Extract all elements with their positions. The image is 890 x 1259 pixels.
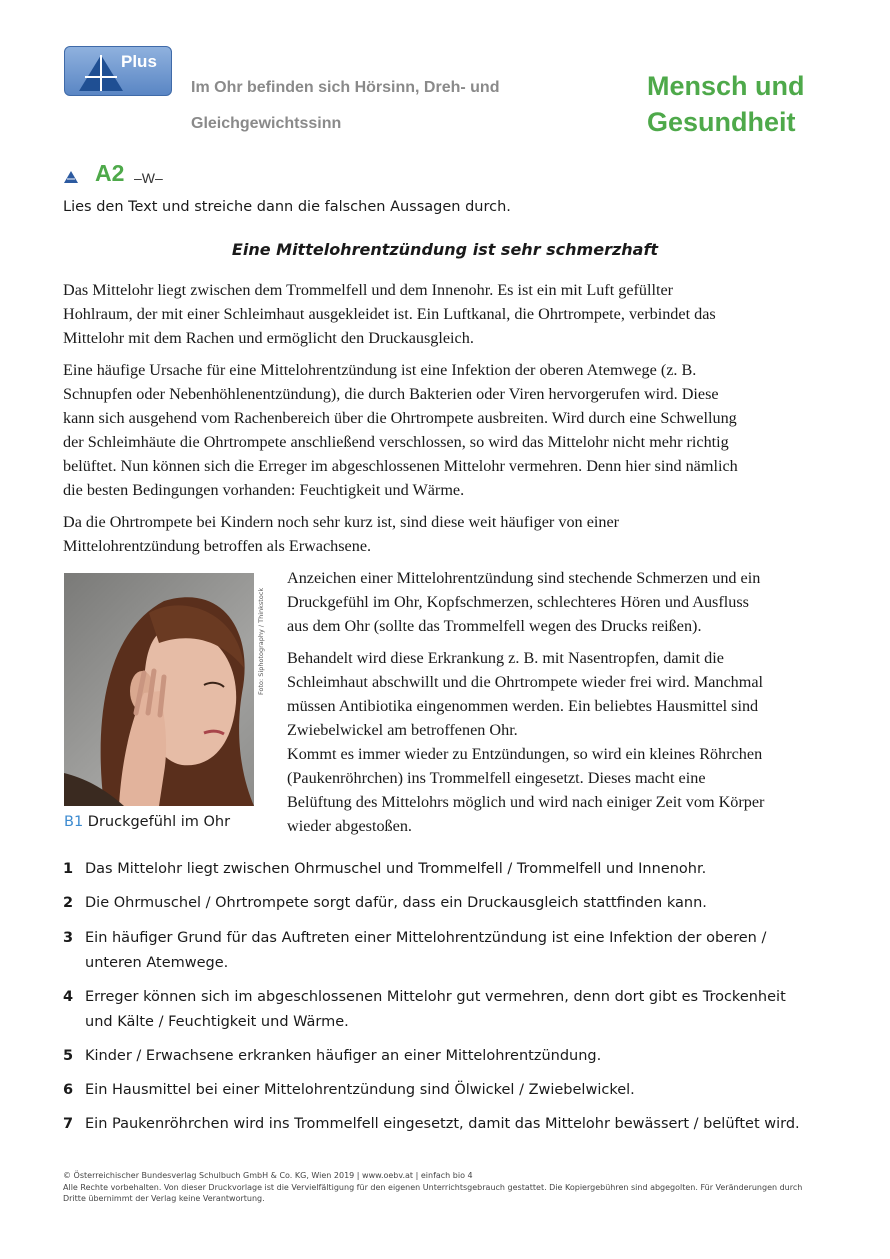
paragraph-4 xyxy=(287,566,827,638)
figure-caption-text: Druckgefühl im Ohr xyxy=(87,814,231,830)
plus-logo xyxy=(64,46,172,96)
subject-line2: Gesundheit xyxy=(647,107,796,137)
text-line: Schleimhaut abschwillt und die Ohrtrompete wieder frei wird. Manchmal xyxy=(287,673,764,691)
text-line: Belüftung des Mittelohrs möglich und wird nach einiger Zeit vom Körper xyxy=(287,793,765,811)
footer-line: © Österreichischer Bundesverlag Schulbuch GmbH & Co. KG, Wien 2019 | www.oebv.at | einfach bio 4 xyxy=(63,1171,473,1180)
text-line: Da die Ohrtrompete bei Kindern noch sehr kurz ist, sind diese weit häufiger von einer xyxy=(63,513,620,531)
paragraph-3 xyxy=(63,510,823,558)
text-line: (Paukenröhrchen) ins Trommelfell eingesetzt. Dieses macht eine xyxy=(287,769,706,787)
statement-number: 2 xyxy=(63,895,74,911)
text-line: kann sich ausgehend vom Rachenbereich über die Ohrtrompete ausbreiten. Wird durch eine Schwellung xyxy=(63,409,737,427)
statement-number: 3 xyxy=(63,930,74,946)
header-subtitle-line2: Gleichgewichtssinn xyxy=(191,115,342,132)
statement-text: Ein Paukenröhrchen wird ins Trommelfell eingesetzt, damit das Mittelohr bewässert / belüftet wird. xyxy=(85,1116,800,1132)
task-code: –W– xyxy=(134,170,163,186)
statement-number: 1 xyxy=(63,861,74,877)
text-line: der Schleimhäute die Ohrtrompete anschließend verschlossen, so wird das Mittelohr nicht mehr richtig xyxy=(63,433,729,451)
header-subtitle-line1: Im Ohr befinden sich Hörsinn, Dreh- und xyxy=(191,79,500,96)
subject-title xyxy=(647,68,805,140)
statement-text: Erreger können sich im abgeschlossenen Mittelohr gut vermehren, denn dort gibt es Trockenheit xyxy=(85,989,786,1005)
statement-5 xyxy=(63,1044,833,1069)
statement-text: und Kälte / Feuchtigkeit und Wärme. xyxy=(85,1014,349,1030)
task-instruction: Lies den Text und streiche dann die falschen Aussagen durch. xyxy=(63,199,511,215)
subject-line1: Mensch und xyxy=(647,71,805,101)
figure-label: B1 xyxy=(64,814,84,830)
footer-line: Alle Rechte vorbehalten. Von dieser Druckvorlage ist die Vervielfältigung für den eigenen Unterrichtsgebrauch gestattet. Die Kopiergebühren sind abgegolten. Für Veränderungen durch xyxy=(63,1182,803,1192)
statement-7 xyxy=(63,1112,833,1137)
task-label: A2 xyxy=(95,160,125,186)
text-line: Zwiebelwickel am betroffenen Ohr. xyxy=(287,721,518,739)
statement-text: unteren Atemwege. xyxy=(85,955,229,971)
text-line: Behandelt wird diese Erkrankung z. B. mit Nasentropfen, damit die xyxy=(287,649,724,667)
photo-credit: Foto: Siphotography / Thinkstock xyxy=(257,587,265,695)
statement-number: 5 xyxy=(63,1048,74,1064)
statement-2 xyxy=(63,891,833,916)
text-line: aus dem Ohr (sollte das Trommelfell wegen des Drucks reißen). xyxy=(287,617,702,635)
statement-6 xyxy=(63,1078,833,1103)
woman-illustration-icon xyxy=(64,573,254,806)
footer-line: Dritte übernimmt der Verlag keine Verantwortung. xyxy=(63,1194,265,1203)
paragraph-2 xyxy=(63,358,823,502)
paragraph-1 xyxy=(63,278,823,350)
statement-text: Das Mittelohr liegt zwischen Ohrmuschel und Trommelfell / Trommelfell und Innenohr. xyxy=(85,861,707,877)
statement-text: Ein häufiger Grund für das Auftreten einer Mittelohrentzündung ist eine Infektion der oberen / xyxy=(85,930,767,946)
statement-1 xyxy=(63,857,833,882)
text-line: Das Mittelohr liegt zwischen dem Trommelfell und dem Innenohr. Es ist ein mit Luft gefüllter xyxy=(63,281,674,299)
text-line: Kommt es immer wieder zu Entzündungen, so wird ein kleines Röhrchen xyxy=(287,745,763,763)
statement-text: Kinder / Erwachsene erkranken häufiger an einer Mittelohrentzündung. xyxy=(85,1048,602,1064)
logo-text: Plus xyxy=(121,52,157,71)
photo-woman-ear-pain xyxy=(64,573,254,806)
text-line: Hohlraum, der mit einer Schleimhaut ausgekleidet ist. Ein Luftkanal, die Ohrtrompete, verbindet das xyxy=(63,305,716,323)
statement-text: Die Ohrmuschel / Ohrtrompete sorgt dafür, dass ein Druckausgleich stattfinden kann. xyxy=(85,895,707,911)
text-line: die besten Bedingungen vorhanden: Feuchtigkeit und Wärme. xyxy=(63,481,465,499)
text-line: Mittelohrentzündung betroffen als Erwachsene. xyxy=(63,537,372,555)
text-line: Mittelohr mit dem Rachen und ermöglicht den Druckausgleich. xyxy=(63,329,474,347)
text-line: Druckgefühl im Ohr, Kopfschmerzen, schlechteres Hören und Ausfluss xyxy=(287,593,749,611)
text-line: müssen Antibiotika eingenommen werden. Ein beliebtes Hausmittel sind xyxy=(287,697,759,715)
text-line: Eine häufige Ursache für eine Mittelohrentzündung ist eine Infektion der oberen Atemwege (z. B. xyxy=(63,361,697,379)
text-line: Anzeichen einer Mittelohrentzündung sind stechende Schmerzen und ein xyxy=(287,569,761,587)
statement-number: 4 xyxy=(63,989,74,1005)
article-title: Eine Mittelohrentzündung ist sehr schmerzhaft xyxy=(231,240,659,259)
statement-text: Ein Hausmittel bei einer Mittelohrentzündung sind Ölwickel / Zwiebelwickel. xyxy=(85,1082,635,1098)
text-line: belüftet. Nun können sich die Erreger im abgeschlossenen Mittelohr vermehren. Denn hier sind nämlich xyxy=(63,457,738,475)
text-line: Schnupfen oder Nebenhöhlenentzündung), die durch Bakterien oder Viren hervorgerufen wird. Diese xyxy=(63,385,719,403)
statement-number: 7 xyxy=(63,1116,74,1132)
text-line: wieder abgestoßen. xyxy=(287,817,412,835)
statement-3 xyxy=(63,926,833,976)
figure-caption xyxy=(64,814,230,830)
level-triangle-icon xyxy=(64,171,78,183)
statement-4 xyxy=(63,985,833,1035)
paragraph-5 xyxy=(287,646,827,838)
copyright-footer xyxy=(63,1170,833,1205)
statement-number: 6 xyxy=(63,1082,74,1098)
